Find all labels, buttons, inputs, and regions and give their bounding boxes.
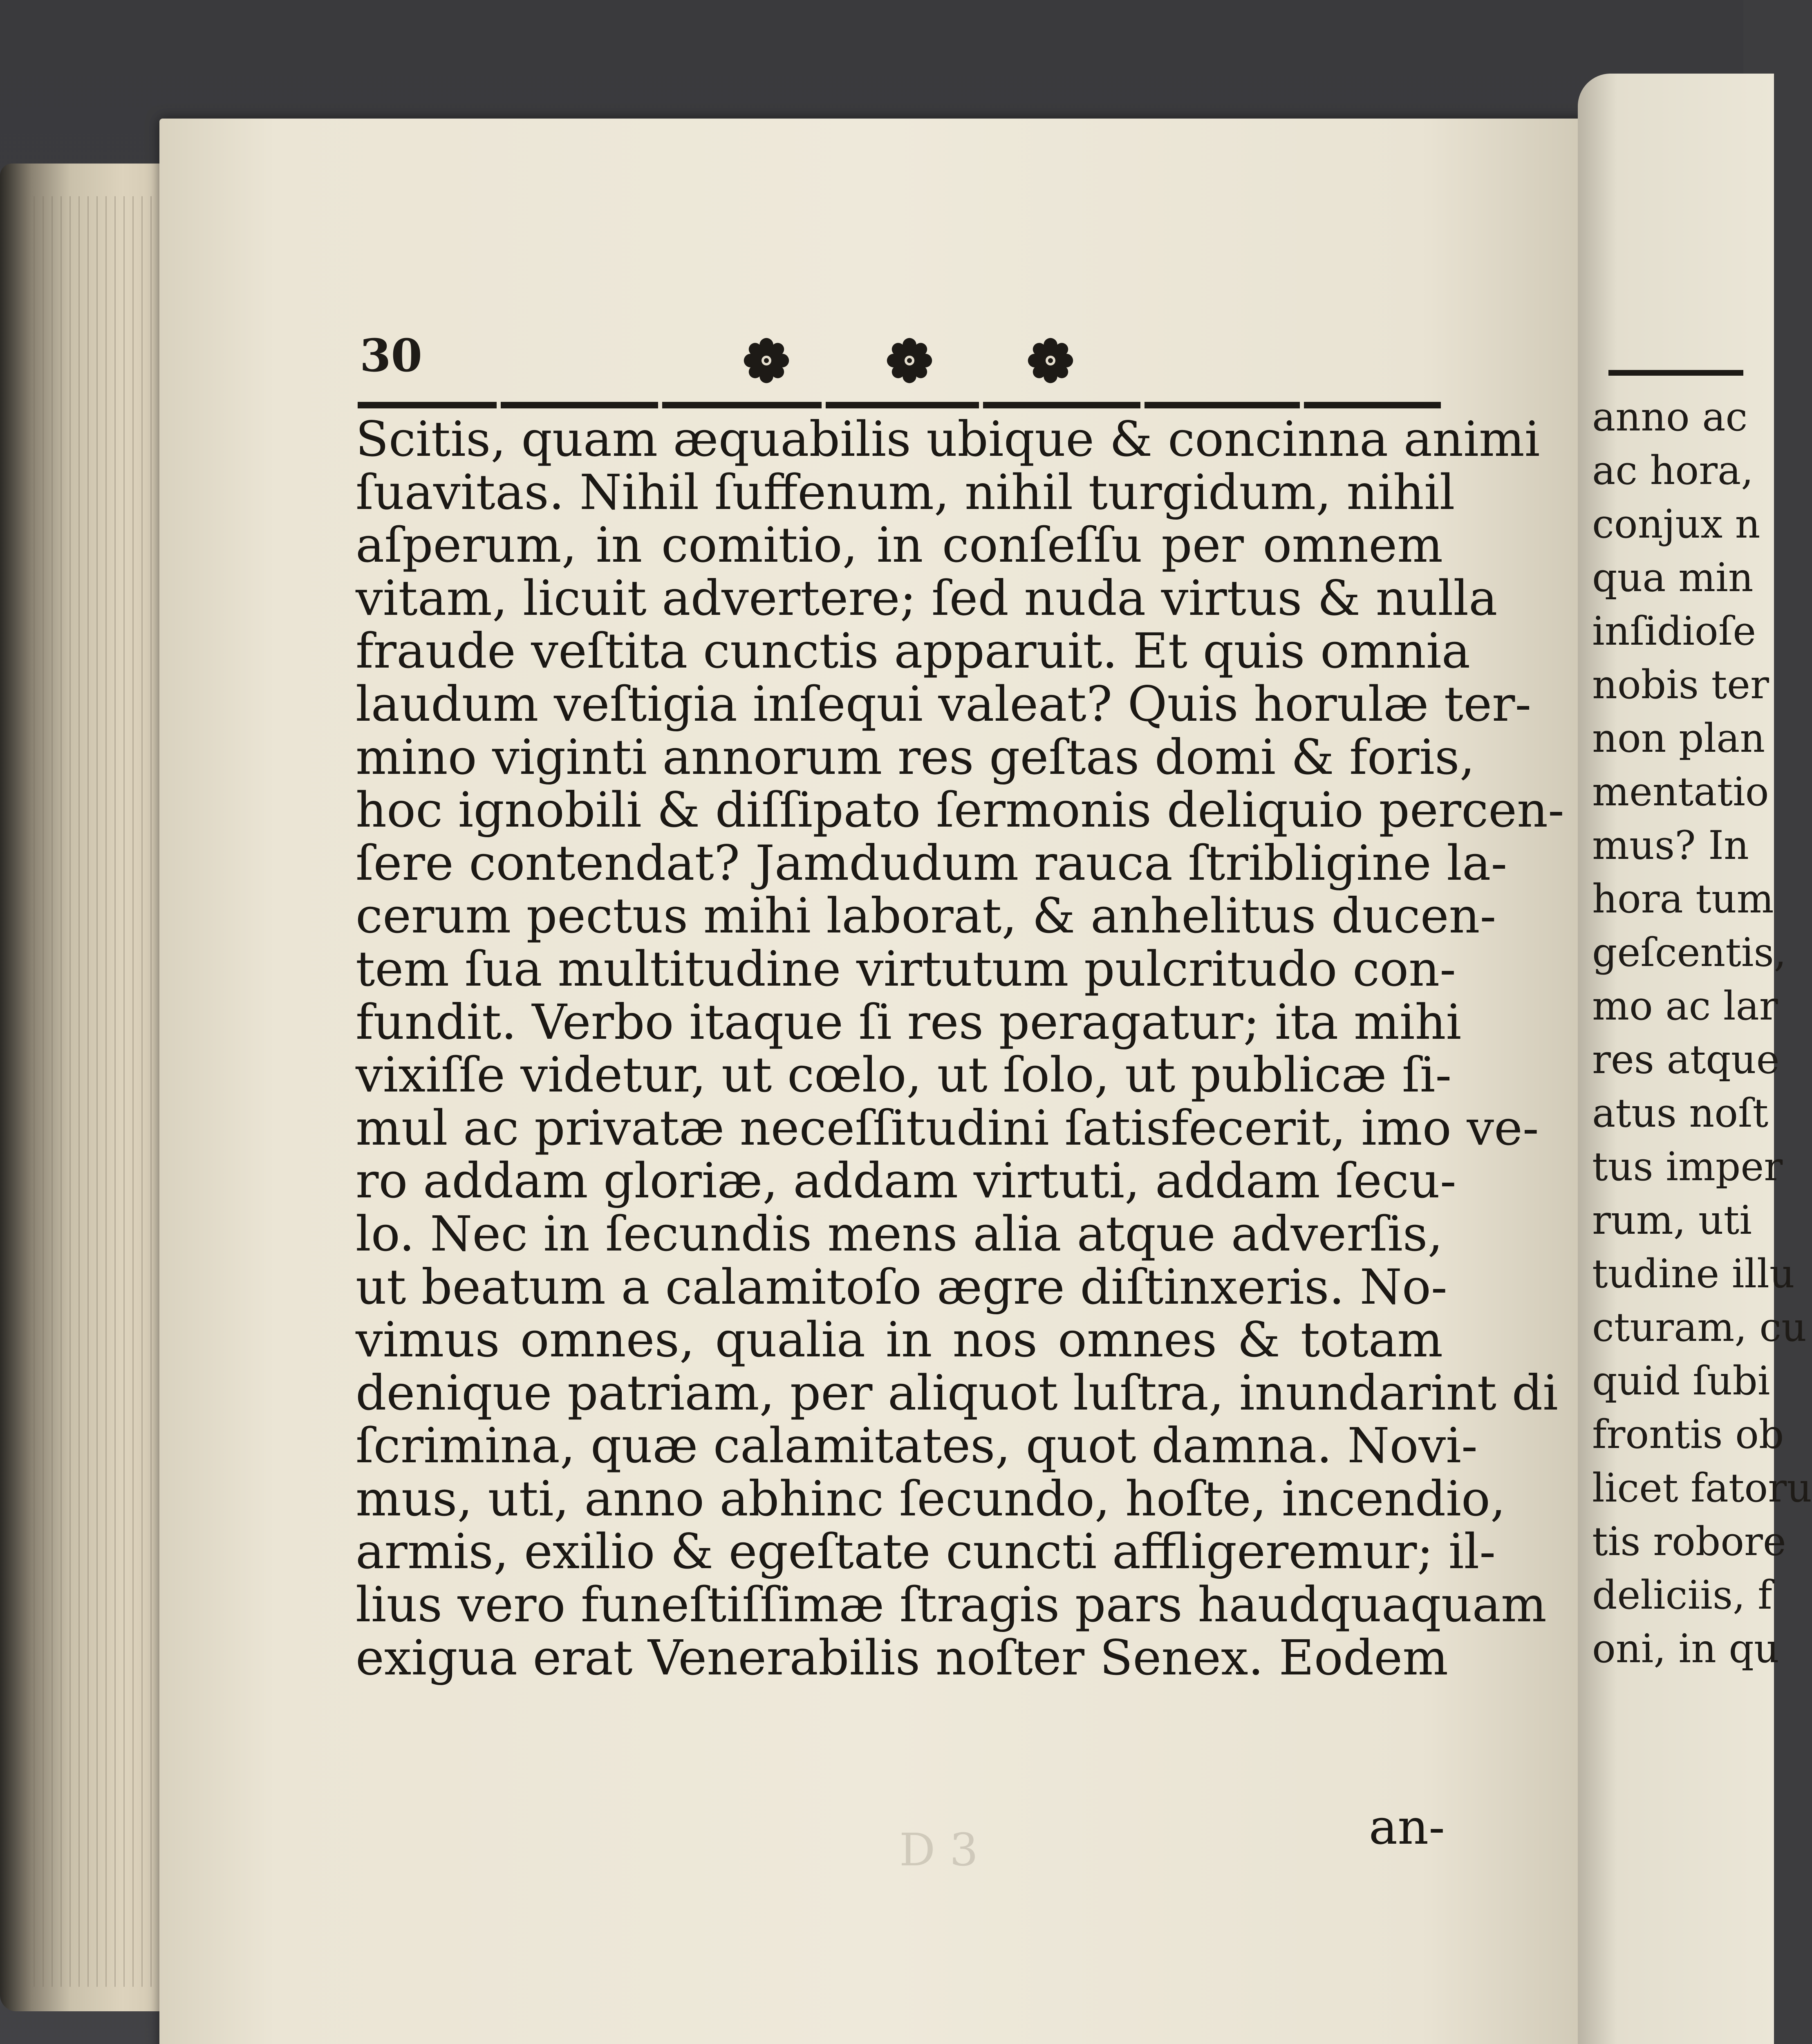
- text-line: armis, exilio & egeſtate cuncti affligeremur; il-: [356, 1523, 1496, 1580]
- facing-page-line: mo ac lar: [1592, 983, 1778, 1029]
- facing-page-line: rum, uti: [1592, 1197, 1752, 1243]
- text-line: vitam, licuit advertere; ſed nuda virtus & nulla: [356, 569, 1498, 626]
- facing-page-line: quid ſubi: [1592, 1358, 1770, 1404]
- text-line: fraude veſtita cunctis apparuit. Et quis omnia: [356, 623, 1471, 679]
- text-line: fundit. Verbo itaque ſi res peragatur; ita mihi: [356, 993, 1462, 1050]
- text-line: vimus omnes, qualia in nos omnes & totam: [356, 1311, 1443, 1368]
- facing-page-line: anno ac: [1592, 394, 1748, 440]
- text-line: ſcrimina, quæ calamitates, quot damna. Novi-: [356, 1417, 1478, 1474]
- facing-page-line: licet fatoru: [1592, 1465, 1812, 1511]
- flower-ornament-icon: [885, 336, 934, 385]
- signature-mark-show-through: D 3: [899, 1824, 979, 1876]
- text-line: denique patriam, per aliquot luſtra, inundarint di: [356, 1364, 1558, 1421]
- text-line: Scitis, quam æquabilis ubique & concinna animi: [356, 411, 1540, 467]
- text-line: lo. Nec in ſecundis mens alia atque adverſis,: [356, 1205, 1443, 1262]
- facing-page-line: nobis ter: [1592, 662, 1769, 708]
- text-line: tem ſua multitudine virtutum pulcritudo con-: [356, 940, 1456, 997]
- flower-ornament-icon: [1026, 336, 1075, 385]
- facing-page-line: tudine illu: [1592, 1251, 1795, 1297]
- facing-page-line: atus noſt: [1592, 1090, 1769, 1136]
- header-rule: [358, 402, 1441, 408]
- facing-page-header-rule: [1608, 370, 1743, 376]
- text-line: lius vero funeſtiſſimæ ſtragis pars haudquaquam: [356, 1576, 1547, 1633]
- facing-page-line: conjux n: [1592, 501, 1760, 547]
- facing-page-line: hora tum: [1592, 876, 1774, 922]
- text-line: cerum pectus mihi laborat, & anhelitus ducen-: [356, 888, 1496, 944]
- text-line: mul ac privatæ neceſſitudini ſatisfecerit, imo ve-: [356, 1099, 1539, 1156]
- page-number: 30: [360, 329, 423, 382]
- text-line: mino viginti annorum res geſtas domi & foris,: [356, 728, 1475, 785]
- catchword: an-: [1369, 1799, 1445, 1855]
- facing-page-line: frontis ob: [1592, 1412, 1784, 1457]
- text-line: ſuavitas. Nihil ſuffenum, nihil turgidum, nihil: [356, 464, 1455, 520]
- facing-page-line: deliciis, f: [1592, 1572, 1772, 1618]
- facing-page-line: inſidioſe: [1592, 608, 1756, 654]
- facing-page-text: [1592, 390, 1812, 1676]
- body-text: [356, 411, 1564, 1686]
- text-line: laudum veſtigia inſequi valeat? Quis horulæ ter-: [356, 675, 1532, 732]
- page-edges: [25, 196, 172, 1987]
- text-line: ut beatum a calamitoſo ægre diſtinxeris. No-: [356, 1258, 1447, 1315]
- facing-page-line: res atque: [1592, 1037, 1780, 1083]
- text-line: ſere contendat? Jamdudum rauca ſtribligine la-: [356, 834, 1507, 891]
- facing-page-line: cturam, cu: [1592, 1304, 1807, 1350]
- text-line: mus, uti, anno abhinc ſecundo, hoſte, incendio,: [356, 1470, 1506, 1527]
- facing-page-line: non plan: [1592, 715, 1765, 761]
- text-line: ro addam gloriæ, addam virtuti, addam ſecu-: [356, 1152, 1456, 1209]
- flower-ornament-icon: [742, 336, 791, 385]
- facing-page-line: ac hora,: [1592, 448, 1754, 493]
- facing-page-line: geſcentis,: [1592, 930, 1787, 975]
- facing-page-line: mentatio: [1592, 769, 1769, 815]
- text-line: hoc ignobili & diſſipato ſermonis deliquio percen-: [356, 782, 1564, 838]
- text-line: exigua erat Venerabilis noſter Senex. Eodem: [356, 1629, 1449, 1686]
- facing-page-line: qua min: [1592, 555, 1754, 601]
- facing-page-line: mus? In: [1592, 823, 1749, 868]
- facing-page-line: tis robore: [1592, 1519, 1786, 1564]
- text-line: aſperum, in comitio, in conſeſſu per omnem: [356, 517, 1443, 574]
- text-line: vixiſſe videtur, ut cœlo, ut ſolo, ut publicæ ſi-: [356, 1047, 1452, 1103]
- facing-page-line: tus imper: [1592, 1144, 1783, 1190]
- facing-page-line: oni, in qu: [1592, 1626, 1779, 1672]
